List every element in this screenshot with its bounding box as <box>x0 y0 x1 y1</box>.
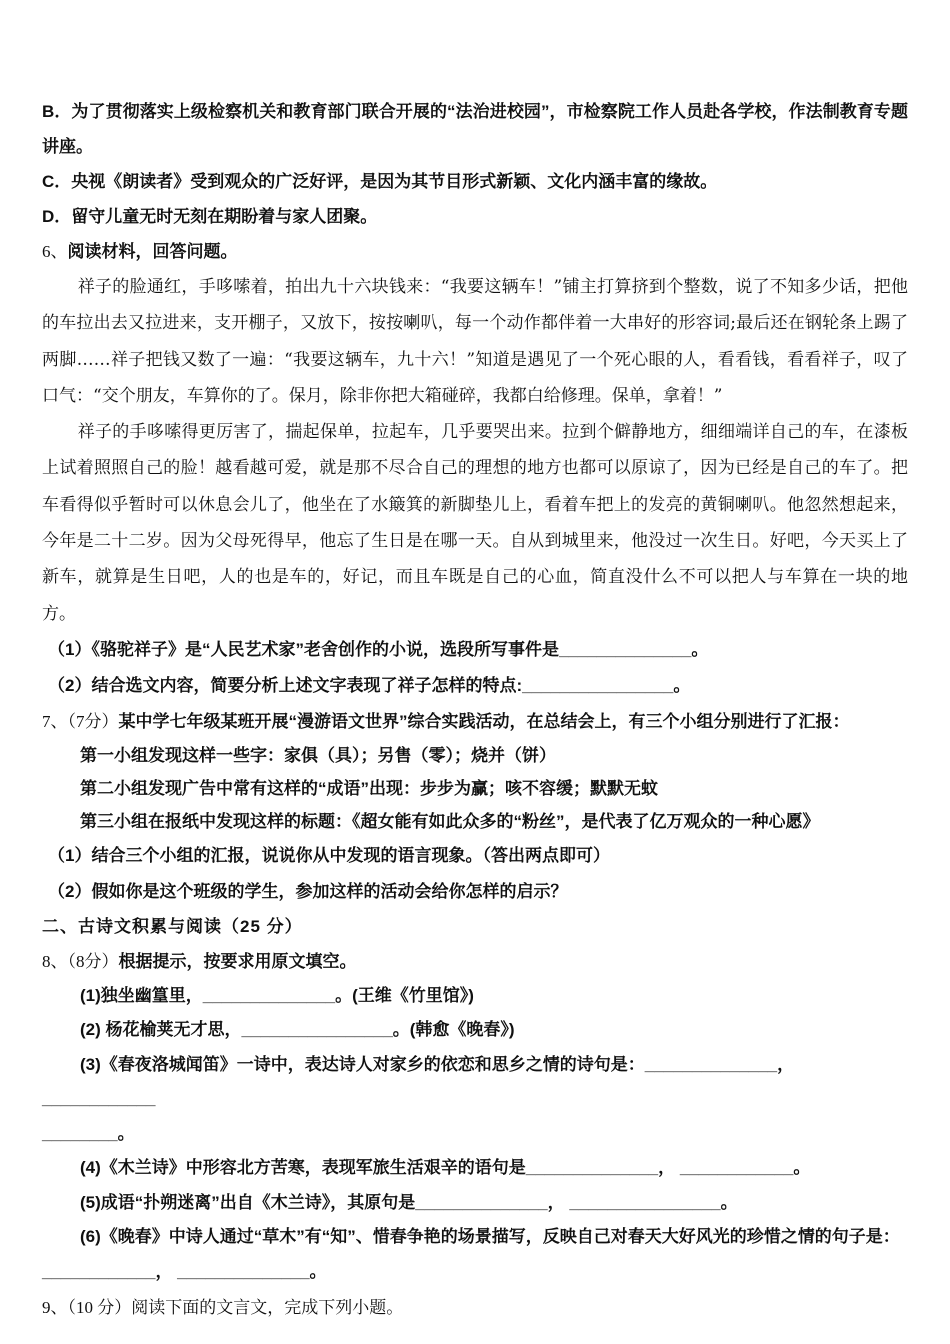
fill-blank-line-3-continuation: ________。 <box>42 1123 135 1143</box>
group-report-2: 第二小组发现广告中常有这样的“成语”出现：步步为赢；咳不容缓；默默无蚊 <box>80 778 658 798</box>
question-6-heading <box>42 234 908 269</box>
fill-blank-line-6: (6)《晚春》中诗人通过“草木”有“知”、惜春争艳的场景描写，反映自己对春天大好风光的珍惜之情的句子是： <box>80 1227 900 1247</box>
question-6-prompt: 阅读材料，回答问题。 <box>67 242 238 261</box>
fill-blank-line-2: (2) 杨花榆荚无才思，________________。(韩愈《晚春》) <box>80 1020 515 1040</box>
question-8-heading <box>42 944 908 979</box>
excerpt-paragraph-1: 祥子的脸通红，手哆嗦着，拍出九十六块钱来：“我要这辆车！”铺主打算挤到个整数，说了不知多少话，把他的车拉出去又拉进来，支开棚子，又放下，按按喇叭，每一个动作都伴着一大串好的形容词;最后还在钢轮条上踢了两脚……祥子把钱又数了一遍：“我要这辆车，九十六！”知道是遇见了一个死心眼的人，看看钱，看看祥子，叹了口气：“交个朋友，车算你的了。保月，除非你把大箱碰碎，我都白给修理。保单，拿着！” <box>42 277 908 406</box>
option-c: C．央视《朗读者》受到观众的广泛好评，是因为其节目形式新颖、文化内涵丰富的缘故。 <box>42 172 718 191</box>
question-7-number: 7、（7分） <box>42 711 119 731</box>
excerpt-paragraph-2: 祥子的手哆嗦得更厉害了，揣起保单，拉起车，几乎要哭出来。拉到个僻静地方，细细端详自己的车，在漆板上试着照照自己的脸！越看越可爱，就是那不尽合自己的理想的地方也都可以原谅了，因为已经是自己的车了。把车看得似乎暂时可以休息会儿了，他坐在了水簸箕的新脚垫儿上，看着车把上的发亮的黄铜喇叭。他忽然想起来，今年是二十二岁。因为父母死得早，他忘了生日是在哪一天。自从到城里来，他没过一次生日。好吧，今天买上了新车，就算是生日吧，人的也是车的，好记，而且车既是自己的心血，简直没什么不可以把人与车算在一块的地方。 <box>42 422 908 624</box>
question-6-sub-2: （2）结合选文内容，简要分析上述文字表现了祥子怎样的特点:________________。 <box>48 675 691 695</box>
group-report-3: 第三小组在报纸中发现这样的标题：《超女能有如此众多的“粉丝”，是代表了亿万观众的一种心愿》 <box>80 811 820 831</box>
question-8-prompt: 根据提示，按要求用原文填空。 <box>118 951 357 971</box>
option-b: B．为了贯彻落实上级检察机关和教育部门联合开展的“法治进校园”，市检察院工作人员赴各学校，作法制教育专题讲座。 <box>42 102 908 156</box>
question-7-sub-1: （1）结合三个小组的汇报，说说你从中发现的语言现象。（答出两点即可） <box>48 845 610 865</box>
question-7-sub-2: （2）假如你是这个班级的学生，参加这样的活动会给你怎样的启示？ <box>48 881 568 901</box>
option-d: D．留守儿童无时无刻在期盼着与家人团聚。 <box>42 207 378 226</box>
question-7-heading <box>42 704 908 739</box>
question-9-heading: 9、（10 分）阅读下面的文言文，完成下列小题。 <box>42 1298 404 1318</box>
question-6-number: 6、 <box>42 242 68 261</box>
group-report-1: 第一小组发现这样一些字：家俱（具）；另售（零）；烧并（饼） <box>80 745 556 765</box>
fill-blank-line-1: (1)独坐幽篁里，______________。(王维《竹里馆》) <box>80 985 474 1005</box>
fill-blank-line-4: (4)《木兰诗》中形容北方苦寒，表现军旅生活艰辛的语句是______________， ____________。 <box>80 1158 811 1178</box>
section-2-heading: 二、古诗文积累与阅读（25 分） <box>42 916 303 936</box>
question-6-sub-1: （1）《骆驼祥子》是“人民艺术家”老舍创作的小说，选段所写事件是______________。 <box>48 639 709 659</box>
fill-blank-line-3: (3)《春夜洛城闻笛》一诗中，表达诗人对家乡的依恋和思乡之情的诗句是：______________， ____________ <box>42 1054 795 1109</box>
question-7-prompt: 某中学七年级某班开展“漫游语文世界”综合实践活动，在总结会上，有三个小组分别进行了汇报： <box>118 711 850 731</box>
fill-blank-line-5: (5)成语“扑朔迷离”出自《木兰诗》，其原句是______________， ________________。 <box>80 1192 738 1212</box>
question-8-number: 8、（8分） <box>42 951 119 971</box>
fill-blank-line-6-continuation: ____________， ______________。 <box>42 1261 327 1281</box>
